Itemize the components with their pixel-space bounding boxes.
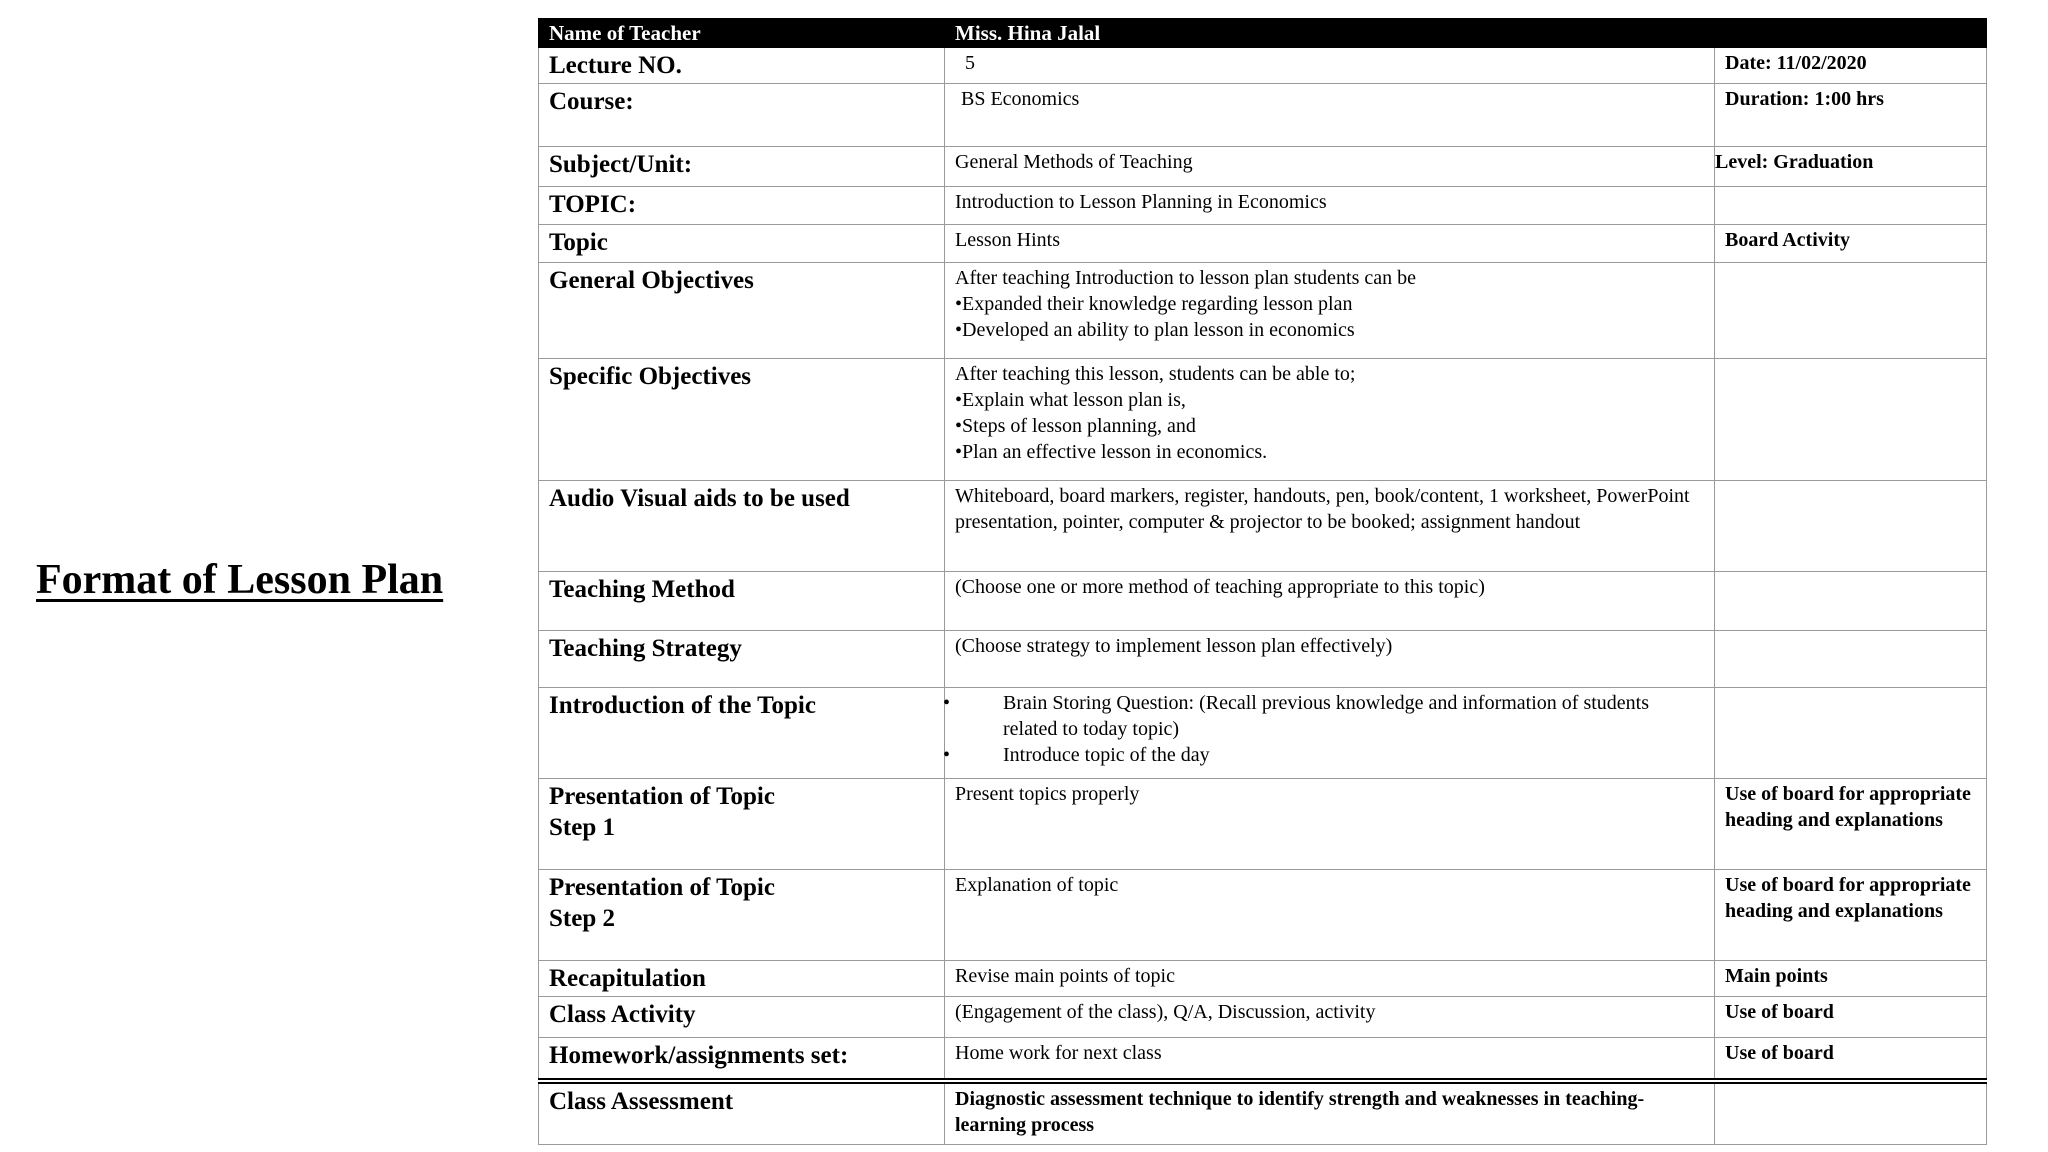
teacher-label: Name of Teacher — [539, 19, 945, 48]
specific-objectives-side — [1715, 359, 1987, 481]
introduction-list — [955, 690, 1704, 768]
lecture-row — [539, 48, 1987, 84]
av-aids-value: Whiteboard, board markers, register, handouts, pen, book/content, 1 worksheet, PowerPoint presentation, pointer, computer & projector to be booked; assignment handout — [945, 481, 1715, 572]
assessment-value: Diagnostic assessment technique to identify strength and weaknesses in teaching-learning process — [945, 1081, 1715, 1145]
introduction-side — [1715, 688, 1987, 779]
assessment-side — [1715, 1081, 1987, 1145]
general-objectives-side — [1715, 263, 1987, 359]
course-value: BS Economics — [945, 84, 1715, 147]
homework-label: Homework/assignments set: — [539, 1038, 945, 1082]
assessment-row — [539, 1081, 1987, 1145]
presentation-step1-row — [539, 779, 1987, 870]
recap-label: Recapitulation — [539, 961, 945, 997]
introduction-label: Introduction of the Topic — [539, 688, 945, 779]
presentation-step1-side: Use of board for appropriate heading and explanations — [1715, 779, 1987, 870]
list-item: •Expanded their knowledge regarding lesson plan — [955, 293, 1353, 315]
teaching-strategy-row — [539, 631, 1987, 688]
homework-row — [539, 1038, 1987, 1082]
duration-value: Duration: 1:00 hrs — [1715, 84, 1987, 147]
homework-value: Home work for next class — [945, 1038, 1715, 1082]
teaching-method-value: (Choose one or more method of teaching appropriate to this topic) — [945, 572, 1715, 631]
list-item: •Steps of lesson planning, and — [955, 415, 1196, 437]
teaching-method-label: Teaching Method — [539, 572, 945, 631]
class-activity-value: (Engagement of the class), Q/A, Discussion, activity — [945, 997, 1715, 1038]
av-aids-side — [1715, 481, 1987, 572]
teaching-strategy-value: (Choose strategy to implement lesson plan effectively) — [945, 631, 1715, 688]
presentation-step2-label: Presentation of Topic Step 2 — [539, 870, 945, 961]
list-item: • Introduce topic of the day — [955, 742, 1704, 768]
presentation-step1-value: Present topics properly — [945, 779, 1715, 870]
teaching-method-row — [539, 572, 1987, 631]
course-label: Course: — [539, 84, 945, 147]
board-activity-value: Board Activity — [1715, 225, 1987, 263]
teaching-strategy-side — [1715, 631, 1987, 688]
recap-row — [539, 961, 1987, 997]
introduction-row — [539, 688, 1987, 779]
presentation-step2-value: Explanation of topic — [945, 870, 1715, 961]
topic-row — [539, 225, 1987, 263]
lesson-plan-table — [538, 18, 1987, 1145]
date-value: Date: 11/02/2020 — [1715, 48, 1987, 84]
list-item: •Developed an ability to plan lesson in economics — [955, 319, 1355, 341]
general-objectives-value — [945, 263, 1715, 359]
presentation-step1-label: Presentation of Topic Step 1 — [539, 779, 945, 870]
subject-value: General Methods of Teaching — [945, 147, 1715, 187]
teacher-row — [539, 19, 1987, 48]
general-objectives-row — [539, 263, 1987, 359]
page-title: Format of Lesson Plan — [36, 557, 444, 603]
topic-label: Topic — [539, 225, 945, 263]
class-activity-label: Class Activity — [539, 997, 945, 1038]
presentation-step2-row — [539, 870, 1987, 961]
subject-label: Subject/Unit: — [539, 147, 945, 187]
assessment-label: Class Assessment — [539, 1081, 945, 1145]
list-item: •Plan an effective lesson in economics. — [955, 441, 1268, 463]
lecture-label: Lecture NO. — [539, 48, 945, 84]
teaching-strategy-label: Teaching Strategy — [539, 631, 945, 688]
presentation-step2-side: Use of board for appropriate heading and explanations — [1715, 870, 1987, 961]
lecture-value: 5 — [945, 48, 1715, 84]
general-objectives-intro: After teaching Introduction to lesson plan students can be — [955, 267, 1416, 289]
general-objectives-label: General Objectives — [539, 263, 945, 359]
specific-objectives-value — [945, 359, 1715, 481]
recap-side: Main points — [1715, 961, 1987, 997]
recap-value: Revise main points of topic — [945, 961, 1715, 997]
homework-side: Use of board — [1715, 1038, 1987, 1082]
level-value: Level: Graduation — [1715, 147, 1987, 187]
teaching-method-side — [1715, 572, 1987, 631]
subject-row — [539, 147, 1987, 187]
av-aids-row — [539, 481, 1987, 572]
teacher-name: Miss. Hina Jalal — [945, 19, 1987, 48]
specific-objectives-row — [539, 359, 1987, 481]
specific-objectives-label: Specific Objectives — [539, 359, 945, 481]
av-aids-label: Audio Visual aids to be used — [539, 481, 945, 572]
class-activity-row — [539, 997, 1987, 1038]
list-item: • Brain Storing Question: (Recall previous knowledge and information of students related to today topic) — [955, 690, 1704, 742]
course-row — [539, 84, 1987, 147]
topic-main-label: TOPIC: — [539, 187, 945, 225]
class-activity-side: Use of board — [1715, 997, 1987, 1038]
topic-main-side — [1715, 187, 1987, 225]
topic-main-row — [539, 187, 1987, 225]
topic-value: Lesson Hints — [945, 225, 1715, 263]
specific-objectives-intro: After teaching this lesson, students can be able to; — [955, 363, 1356, 385]
introduction-value — [945, 688, 1715, 779]
topic-main-value: Introduction to Lesson Planning in Economics — [945, 187, 1715, 225]
list-item: •Explain what lesson plan is, — [955, 389, 1186, 411]
